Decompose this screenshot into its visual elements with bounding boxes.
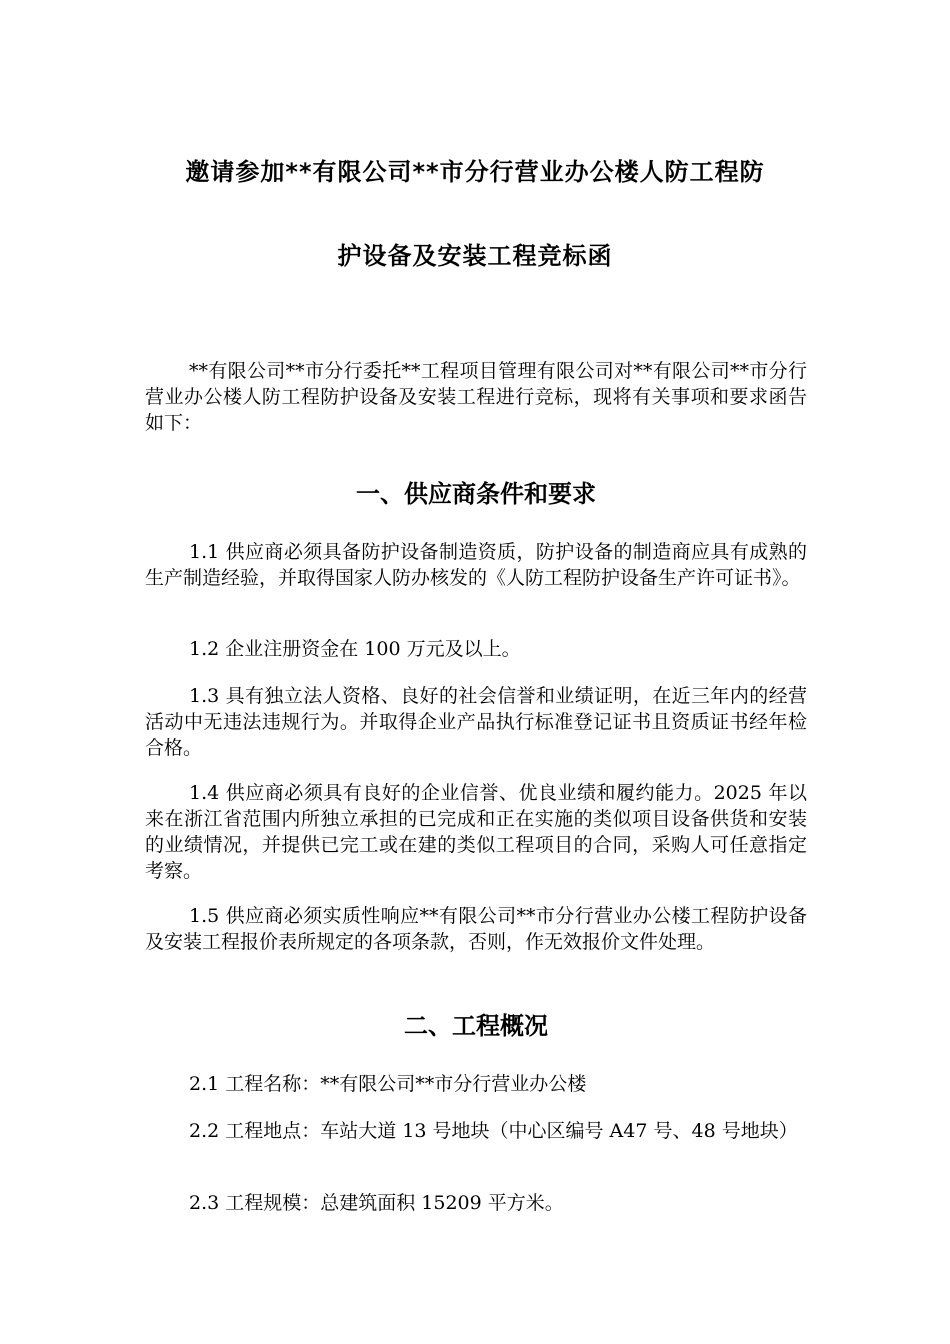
document-title-line-1: 邀请参加**有限公司**市分行营业办公楼人防工程防 [185, 158, 765, 186]
clause-1-1: 1.1 供应商必须具备防护设备制造资质，防护设备的制造商应具有成熟的生产制造经验，并取得国家人防办核发的《人防工程防护设备生产许可证书》。 [145, 541, 807, 589]
section-1-heading: 一、供应商条件和要求 [356, 480, 596, 508]
clause-1-4: 1.4 供应商必须具有良好的企业信誉、优良业绩和履约能力。2025 年以来在浙江省范围内所独立承担的已完成和正在实施的类似项目设备供货和安装的业绩情况，并提供已完工或在建的类似工程项目的合同，采购人可任意指定考察。 [145, 782, 807, 882]
clause-1-5: 1.5 供应商必须实质性响应**有限公司**市分行营业办公楼工程防护设备及安装工程报价表所规定的各项条款，否则，作无效报价文件处理。 [145, 905, 807, 953]
clause-1-2: 1.2 企业注册资金在 100 万元及以上。 [189, 638, 521, 660]
document-title-line-2: 护设备及安装工程竞标函 [337, 242, 613, 270]
intro-paragraph: **有限公司**市分行委托**工程项目管理有限公司对**有限公司**市分行营业办公楼人防工程防护设备及安装工程进行竞标，现将有关事项和要求函告如下： [145, 360, 807, 434]
section-2-heading: 二、工程概况 [404, 1012, 548, 1040]
clause-2-2: 2.2 工程地点：车站大道 13 号地块（中心区编号 A47 号、48 号地块） [189, 1120, 798, 1142]
clause-2-1: 2.1 工程名称：**有限公司**市分行营业办公楼 [189, 1073, 587, 1095]
clause-2-3: 2.3 工程规模：总建筑面积 15209 平方米。 [189, 1192, 564, 1214]
clause-1-3: 1.3 具有独立法人资格、良好的社会信誉和业绩证明，在近三年内的经营活动中无违法违规行为。并取得企业产品执行标准登记证书且资质证书经年检合格。 [145, 685, 807, 759]
